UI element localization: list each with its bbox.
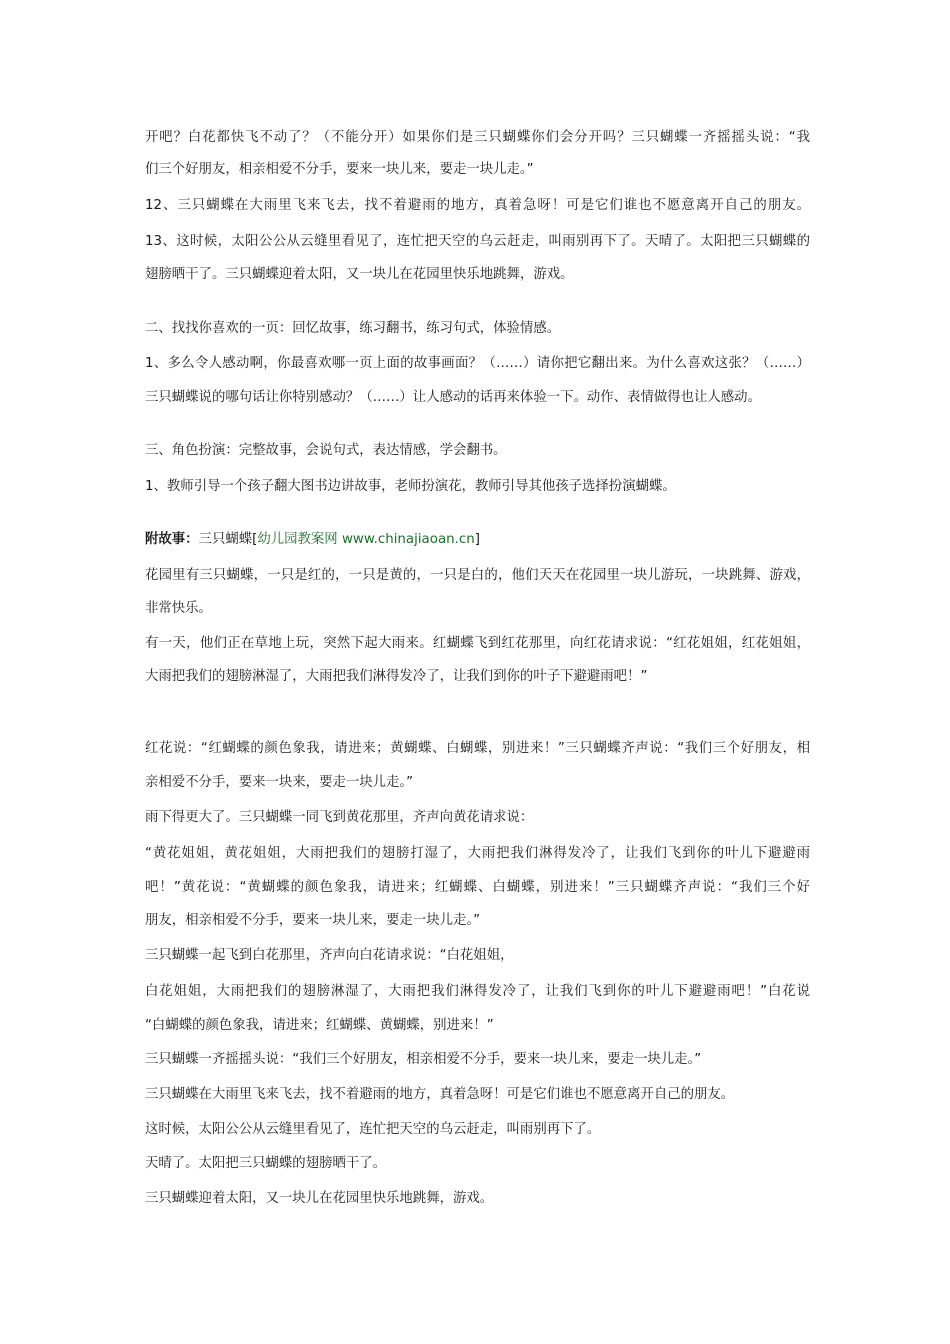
- text-line: 1、多么令人感动啊，你最喜欢哪一页上面的故事画面？（……）请你把它翻出来。为什么喜欢这张？（……）: [145, 356, 810, 371]
- text-line: 这时候，太阳公公从云缝里看见了，连忙把天空的乌云赶走，叫雨别再下了。: [145, 1122, 601, 1137]
- text-line: 红花说：“红蝴蝶的颜色象我，请进来；黄蝴蝶、白蝴蝶，别进来！”三只蝴蝶齐声说：“我们三个好朋友，相: [145, 741, 810, 756]
- text-line: 花园里有三只蝴蝶，一只是红的，一只是黄的，一只是白的，他们天天在花园里一块儿游玩，一块跳舞、游戏，: [145, 568, 810, 583]
- text-line: “黄花姐姐，黄花姐姐，大雨把我们的翅膀打湿了，大雨把我们淋得发冷了，让我们飞到你的叶儿下避避雨: [145, 846, 810, 861]
- text-line: 雨下得更大了。三只蝴蝶一同飞到黄花那里，齐声向黄花请求说：: [145, 810, 534, 825]
- text-line: 三只蝴蝶说的哪句话让你特别感动？（……）让人感动的话再来体验一下。动作、表情做得也让人感动。: [145, 390, 761, 405]
- text-line: 亲相爱不分手，要来一块来，要走一块儿走。”: [145, 775, 414, 790]
- text-line: 们三个好朋友，相亲相爱不分手，要来一块儿来，要走一块儿走。”: [145, 162, 534, 177]
- text-line: 13、这时候，太阳公公从云缝里看见了，连忙把天空的乌云赶走，叫雨别再下了。天晴了。太阳把三只蝴蝶的: [145, 234, 810, 249]
- text-line: 开吧？白花都快飞不动了？（不能分开）如果你们是三只蝴蝶你们会分开吗？三只蝴蝶一齐摇摇头说：“我: [145, 130, 810, 145]
- section-heading: 三、角色扮演：完整故事，会说句式，表达情感，学会翻书。: [145, 443, 507, 458]
- text-line: 三只蝴蝶一齐摇摇头说：“我们三个好朋友，相亲相爱不分手，要来一块儿来，要走一块儿走。”: [145, 1052, 702, 1067]
- text-line: 三只蝴蝶在大雨里飞来飞去，找不着避雨的地方，真着急呀！可是它们谁也不愿意离开自己的朋友。: [145, 1087, 735, 1102]
- section-heading: 二、找找你喜欢的一页：回忆故事，练习翻书，练习句式，体验情感。: [145, 321, 561, 336]
- text-line: 三只蝴蝶迎着太阳，又一块儿在花园里快乐地跳舞，游戏。: [145, 1191, 494, 1206]
- text-line: 有一天，他们正在草地上玩，突然下起大雨来。红蝴蝶飞到红花那里，向红花请求说：“红花姐姐，红花姐姐，: [145, 636, 810, 651]
- text-line: 朋友，相亲相爱不分手，要来一块儿来，要走一块儿走。”: [145, 913, 481, 928]
- text-line: 翅膀晒干了。三只蝴蝶迎着太阳，又一块儿在花园里快乐地跳舞，游戏。: [145, 267, 574, 282]
- source-site-link[interactable]: 幼儿园教案网: [257, 532, 338, 547]
- text-line: 非常快乐。: [145, 601, 212, 616]
- text-line: 大雨把我们的翅膀淋湿了，大雨把我们淋得发冷了，让我们到你的叶子下避避雨吧！”: [145, 669, 648, 684]
- story-heading-label: 附故事: [145, 532, 186, 547]
- text-line: 12、三只蝴蝶在大雨里飞来飞去，找不着避雨的地方，真着急呀！可是它们谁也不愿意离开自己的朋友。: [145, 198, 810, 213]
- source-url-link[interactable]: www.chinajiaoan.cn: [337, 532, 475, 547]
- story-title: 三只蝴蝶: [198, 532, 253, 547]
- story-heading: 附故事：三只蝴蝶[幼儿园教案网 www.chinajiaoan.cn]: [145, 532, 480, 547]
- text-line: 白花姐姐，大雨把我们的翅膀淋湿了，大雨把我们淋得发冷了，让我们飞到你的叶儿下避避雨吧！”白花说: [145, 984, 810, 999]
- text-line: 三只蝴蝶一起飞到白花那里，齐声向白花请求说：“白花姐姐，: [145, 948, 514, 963]
- text-line: “白蝴蝶的颜色象我，请进来；红蝴蝶、黄蝴蝶，别进来！”: [145, 1018, 494, 1033]
- text-line: 吧！”黄花说：“黄蝴蝶的颜色象我，请进来；红蝴蝶、白蝴蝶，别进来！”三只蝴蝶齐声说：“我们三个好: [145, 880, 810, 895]
- text-line: 天晴了。太阳把三只蝴蝶的翅膀晒干了。: [145, 1156, 387, 1171]
- text-line: 1、教师引导一个孩子翻大图书边讲故事，老师扮演花，教师引导其他孩子选择扮演蝴蝶。: [145, 479, 676, 494]
